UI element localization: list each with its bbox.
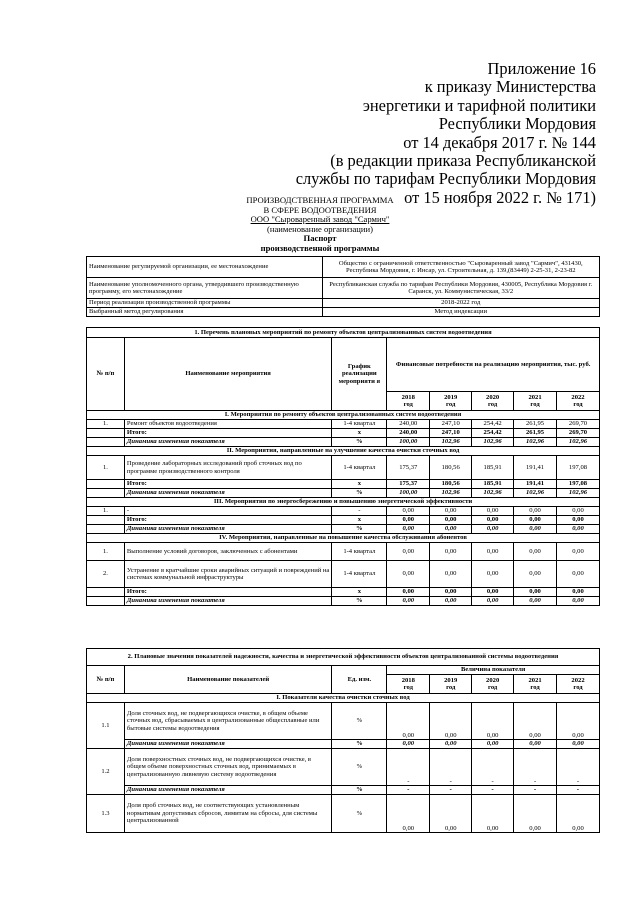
item-value: 0,00 [430, 543, 472, 561]
total-value: 240,00 [387, 429, 430, 438]
group-title-row [87, 447, 600, 456]
column-header-values: Величина показателя [387, 666, 600, 675]
header-line: (в редакции приказа Республиканской [330, 151, 596, 171]
total-value: 254,42 [472, 429, 514, 438]
passport-row [87, 299, 600, 308]
section-title-row [87, 649, 600, 666]
indicator-num: 1.2 [87, 749, 125, 795]
column-header-num: № п/п [87, 338, 125, 411]
group-title-row [87, 411, 600, 420]
total-value: 175,37 [387, 480, 430, 489]
total-value: 0,00 [557, 516, 600, 525]
dynamics-row [87, 438, 600, 447]
total-value: 0,00 [557, 588, 600, 597]
passport-row [87, 257, 600, 278]
header-line: службы по тарифам Республики Мордовия [295, 169, 596, 189]
dynamics-value: 0,00 [387, 525, 430, 534]
dynamics-value: 0,00 [557, 525, 600, 534]
year-word: год [403, 401, 413, 408]
passport-subtitle: производственной программы [260, 242, 380, 253]
dynamics-unit: % [332, 786, 387, 795]
dynamics-value: 0,00 [430, 740, 472, 749]
passport-label: Наименование уполномоченного органа, утвердившего производственную программу, его местонахождение [87, 278, 323, 299]
passport-value: Общество с ограниченной ответственностью "Сыроваренный завод "Сармич", 431430, Республика Мордовия, г. Инсар, ул. Строительная, д. 139,(83449) 2-25-31, 2-23-82 [322, 257, 599, 278]
indicator-name: Доля проб сточных вод, не соответствующих установленным нормативам допустимых сбросов, лимитам на сбросы, для системы централизованной [124, 795, 332, 833]
total-value: 0,00 [472, 516, 514, 525]
dynamics-label: Динамика изменения показателя [124, 786, 332, 795]
total-value: 269,70 [557, 429, 600, 438]
dynamics-label: Динамика изменения показателя [124, 438, 331, 447]
total-unit: х [332, 480, 387, 489]
item-value: 0,00 [430, 507, 472, 516]
dynamics-value: 0,00 [514, 525, 557, 534]
activities-table [86, 327, 600, 606]
organization-name: ООО "Сыроваренный завод "Сармич" [250, 214, 390, 225]
dynamics-value: - [557, 786, 600, 795]
dynamics-value: 0,00 [514, 597, 557, 606]
column-header-finance: Финансовые потребности на реализацию мероприятия, тыс. руб. [387, 338, 600, 392]
dynamics-value: - [514, 786, 557, 795]
item-num: 1. [87, 456, 125, 480]
dynamics-value: 0,00 [430, 525, 472, 534]
passport-table [86, 256, 600, 317]
passport-value: 2018-2022 год [322, 299, 599, 308]
item-schedule: 1-4 квартал [332, 420, 387, 429]
item-value: 0,00 [472, 543, 514, 561]
total-spacer [87, 480, 125, 489]
dynamics-row [87, 786, 600, 795]
indicator-name: Доля поверхностных сточных вод, не подвергающихся очистке, в общем объеме поверхностных сточных вод, принимаемых в централизованную ливневую систему водоотведения [124, 749, 332, 786]
organization-name-note: (наименование организации) [267, 223, 373, 234]
total-unit: х [332, 516, 387, 525]
year-label: 2018 [401, 676, 415, 684]
group-title: I. Мероприятия по ремонту объектов централизованных систем водоотведения [87, 411, 600, 420]
total-value: 0,00 [514, 516, 557, 525]
indicators-table [86, 648, 600, 833]
item-value: 269,70 [557, 420, 600, 429]
section1-title: 1. Перечень плановых мероприятий по ремонту объектов централизованных систем водоотведения [87, 328, 600, 338]
dynamics-spacer [87, 525, 125, 534]
dynamics-label: Динамика изменения показателя [124, 525, 331, 534]
passport-label: Выбранный метод регулирования [87, 308, 323, 317]
dynamics-value: 0,00 [557, 597, 600, 606]
item-value: 0,00 [472, 507, 514, 516]
total-unit: х [332, 588, 387, 597]
group-title-row [87, 534, 600, 543]
header-line: от 14 декабря 2017 г. № 144 [403, 132, 596, 152]
indicator-value: 0,00 [514, 703, 557, 740]
dynamics-row [87, 525, 600, 534]
total-value: 191,41 [514, 480, 557, 489]
dynamics-value: 0,00 [387, 597, 430, 606]
dynamics-value: 102,96 [514, 489, 557, 498]
item-num: 1. [87, 543, 125, 561]
item-value: 0,00 [514, 543, 557, 561]
item-value: 0,00 [430, 561, 472, 588]
dynamics-value: 0,00 [472, 597, 514, 606]
dynamics-value: 102,96 [430, 438, 472, 447]
group-title-row [87, 694, 600, 703]
year-label: 2019 [444, 676, 458, 684]
item-value: 197,08 [557, 456, 600, 480]
dynamics-value: 0,00 [387, 740, 430, 749]
year-header [514, 392, 557, 411]
item-value: 261,95 [514, 420, 557, 429]
passport-value: Республиканская служба по тарифам Республики Мордовия, 430005, Республика Мордовия г. Саранск, ул. Коммунистическая, 33/2 [322, 278, 599, 299]
column-header-name: Наименование мероприятия [124, 338, 331, 411]
item-name: Устранение в кратчайшие сроки аварийных ситуаций и повреждений на системах коммунальной инфраструктуры [124, 561, 331, 588]
column-header-num: № п/п [87, 666, 125, 694]
dynamics-value: 0,00 [514, 740, 557, 749]
item-value: 0,00 [557, 561, 600, 588]
dynamics-value: 102,96 [557, 489, 600, 498]
year-header [557, 392, 600, 411]
indicator-row [87, 703, 600, 740]
dynamics-row [87, 489, 600, 498]
dynamics-value: 102,96 [430, 489, 472, 498]
dynamics-unit: % [332, 597, 387, 606]
header-line: от 15 ноября 2022 г. № 171) [404, 187, 596, 207]
indicator-value: - [430, 749, 472, 786]
dynamics-value: - [472, 786, 514, 795]
table-header-row [87, 666, 600, 675]
total-value: 0,00 [514, 588, 557, 597]
total-value: 0,00 [387, 588, 430, 597]
item-row [87, 456, 600, 480]
indicator-value: 0,00 [387, 703, 430, 740]
item-value: 0,00 [514, 561, 557, 588]
group-title: IV. Мероприятия, направленные на повышение качества обслуживания абонентов [87, 534, 600, 543]
year-label: 2020 [486, 676, 500, 684]
total-label: Итого: [124, 429, 331, 438]
passport-title: Паспорт [303, 233, 337, 244]
group-title: II. Мероприятия, направленные на улучшение качества очистки сточных вод [87, 447, 600, 456]
indicator-unit: % [332, 795, 387, 833]
dynamics-label: Динамика изменения показателя [124, 740, 332, 749]
year-header [430, 675, 472, 694]
dynamics-value: 0,00 [557, 740, 600, 749]
total-value: 0,00 [472, 588, 514, 597]
indicator-value: - [387, 749, 430, 786]
total-value: 0,00 [430, 588, 472, 597]
item-schedule: 1-4 квартал [332, 456, 387, 480]
item-value: 0,00 [514, 507, 557, 516]
program-title [0, 196, 640, 254]
table-header-row [87, 338, 600, 392]
indicator-value: 0,00 [557, 795, 600, 833]
total-value: 185,91 [472, 480, 514, 489]
dynamics-value: - [387, 786, 430, 795]
total-row [87, 588, 600, 597]
item-value: 175,37 [387, 456, 430, 480]
item-value: 0,00 [557, 507, 600, 516]
year-header [430, 392, 472, 411]
dynamics-value: 0,00 [430, 597, 472, 606]
indicator-value: - [472, 749, 514, 786]
dynamics-spacer [87, 489, 125, 498]
year-word: год [403, 684, 413, 691]
dynamics-row [87, 597, 600, 606]
indicator-value: 0,00 [557, 703, 600, 740]
indicator-value: - [514, 749, 557, 786]
item-value: 0,00 [387, 507, 430, 516]
passport-label: Наименование регулируемой организации, ее местонахождение [87, 257, 323, 278]
dynamics-row [87, 740, 600, 749]
year-word: год [488, 684, 498, 691]
year-label: 2022 [571, 676, 585, 684]
year-label: 2021 [528, 676, 542, 684]
passport-label: Период реализации производственной программы [87, 299, 323, 308]
year-header [387, 392, 430, 411]
item-num: 2. [87, 561, 125, 588]
dynamics-value: 0,00 [472, 740, 514, 749]
dynamics-label: Динамика изменения показателя [124, 489, 331, 498]
dynamics-value: 100,00 [387, 438, 430, 447]
group-title: I. Показатели качества очистки сточных вод [87, 694, 600, 703]
indicator-row [87, 795, 600, 833]
item-value: 191,41 [514, 456, 557, 480]
item-name: Проведение лабораторных исследований проб сточных вод по программе производственного контроля [124, 456, 331, 480]
item-value: 0,00 [472, 561, 514, 588]
dynamics-unit: % [332, 489, 387, 498]
indicator-value: 0,00 [387, 795, 430, 833]
indicator-num: 1.3 [87, 795, 125, 833]
passport-row [87, 278, 600, 299]
item-row [87, 543, 600, 561]
total-row [87, 429, 600, 438]
indicator-num: 1.1 [87, 703, 125, 749]
header-line: к приказу Министерства [424, 77, 596, 97]
dynamics-unit: % [332, 740, 387, 749]
indicator-value: 0,00 [430, 703, 472, 740]
year-label: 2019 [444, 393, 458, 401]
total-value: 197,08 [557, 480, 600, 489]
total-value: 247,10 [430, 429, 472, 438]
year-word: год [487, 401, 498, 408]
item-value: 180,56 [430, 456, 472, 480]
total-spacer [87, 516, 125, 525]
dynamics-unit: % [332, 525, 387, 534]
total-row [87, 516, 600, 525]
dynamics-value: - [430, 786, 472, 795]
year-word: год [446, 684, 456, 691]
item-row [87, 507, 600, 516]
item-name: - [124, 507, 331, 516]
column-header-name: Наименование показателей [124, 666, 332, 694]
item-value: 240,00 [387, 420, 430, 429]
year-word: год [573, 401, 583, 408]
dynamics-value: 102,96 [514, 438, 557, 447]
item-row [87, 561, 600, 588]
dynamics-spacer [87, 438, 125, 447]
item-schedule: 1-4 квартал [332, 543, 387, 561]
year-header [557, 675, 600, 694]
year-header [472, 675, 514, 694]
header-line: Республики Мордовия [438, 114, 596, 134]
indicator-value: 0,00 [472, 795, 514, 833]
program-title-line1: ПРОИЗВОДСТВЕННАЯ ПРОГРАММА [246, 195, 394, 205]
item-num: 1. [87, 507, 125, 516]
year-label: 2018 [401, 393, 415, 401]
item-value: 0,00 [387, 561, 430, 588]
total-spacer [87, 429, 125, 438]
total-value: 261,95 [514, 429, 557, 438]
year-label: 2021 [528, 393, 542, 401]
total-value: 0,00 [387, 516, 430, 525]
item-value: 247,10 [430, 420, 472, 429]
item-value: 0,00 [387, 543, 430, 561]
year-label: 2020 [486, 393, 500, 401]
total-spacer [87, 588, 125, 597]
item-schedule: 1-4 квартал [332, 561, 387, 588]
column-header-unit: Ед. изм. [332, 666, 387, 694]
indicator-value: - [557, 749, 600, 786]
item-row [87, 420, 600, 429]
dynamics-spacer [87, 597, 125, 606]
year-word: год [573, 684, 583, 691]
year-word: год [446, 401, 456, 408]
group-title: III. Мероприятия по энергосбережению и повышению энергетической эффективности [87, 498, 600, 507]
item-name: Выполнение условий договоров, заключенных с абонентами [124, 543, 331, 561]
total-value: 0,00 [430, 516, 472, 525]
total-unit: х [332, 429, 387, 438]
total-value: 180,56 [430, 480, 472, 489]
header-line: Приложение 16 [487, 59, 596, 78]
indicator-value: 0,00 [514, 795, 557, 833]
total-label: Итого: [124, 480, 331, 489]
indicator-name: Доля сточных вод, не подвергающихся очистке, в общем объеме сточных вод, сбрасываемых в централизованные общесплавные или бытовые системы водоотведения [124, 703, 332, 740]
column-header-schedule: График реализации мероприяти я [332, 338, 387, 411]
year-word: год [530, 684, 540, 691]
indicator-unit: % [332, 703, 387, 740]
group-title-row [87, 498, 600, 507]
item-value: 185,91 [472, 456, 514, 480]
item-num: 1. [87, 420, 125, 429]
item-value: 0,00 [557, 543, 600, 561]
dynamics-unit: % [332, 438, 387, 447]
item-schedule: - [332, 507, 387, 516]
section2-title: 2. Плановые значения показателей надежности, качества и энергетической эффективности объектов централизованной системы водоотведения [87, 649, 600, 666]
total-label: Итого: [124, 588, 331, 597]
total-label: Итого: [124, 516, 331, 525]
indicator-row [87, 749, 600, 786]
year-word: год [530, 401, 540, 408]
passport-row [87, 308, 600, 317]
year-label: 2022 [571, 393, 585, 401]
program-title-line2: В СФЕРЕ ВОДООТВЕДЕНИЯ [263, 204, 377, 215]
document-header [196, 60, 596, 207]
dynamics-label: Динамика изменения показателя [124, 597, 331, 606]
dynamics-value: 102,96 [557, 438, 600, 447]
dynamics-value: 102,96 [472, 489, 514, 498]
item-name: Ремонт объектов водоотведения [124, 420, 331, 429]
year-header [472, 392, 514, 411]
indicator-unit: % [332, 749, 387, 786]
dynamics-value: 0,00 [472, 525, 514, 534]
dynamics-value: 102,96 [472, 438, 514, 447]
indicator-value: 0,00 [430, 795, 472, 833]
header-line: энергетики и тарифной политики [362, 95, 596, 115]
section-title-row [87, 328, 600, 338]
total-row [87, 480, 600, 489]
passport-value: Метод индексации [322, 308, 599, 317]
year-header [514, 675, 557, 694]
dynamics-value: 100,00 [387, 489, 430, 498]
item-value: 254,42 [472, 420, 514, 429]
year-header [387, 675, 430, 694]
indicator-value: 0,00 [472, 703, 514, 740]
